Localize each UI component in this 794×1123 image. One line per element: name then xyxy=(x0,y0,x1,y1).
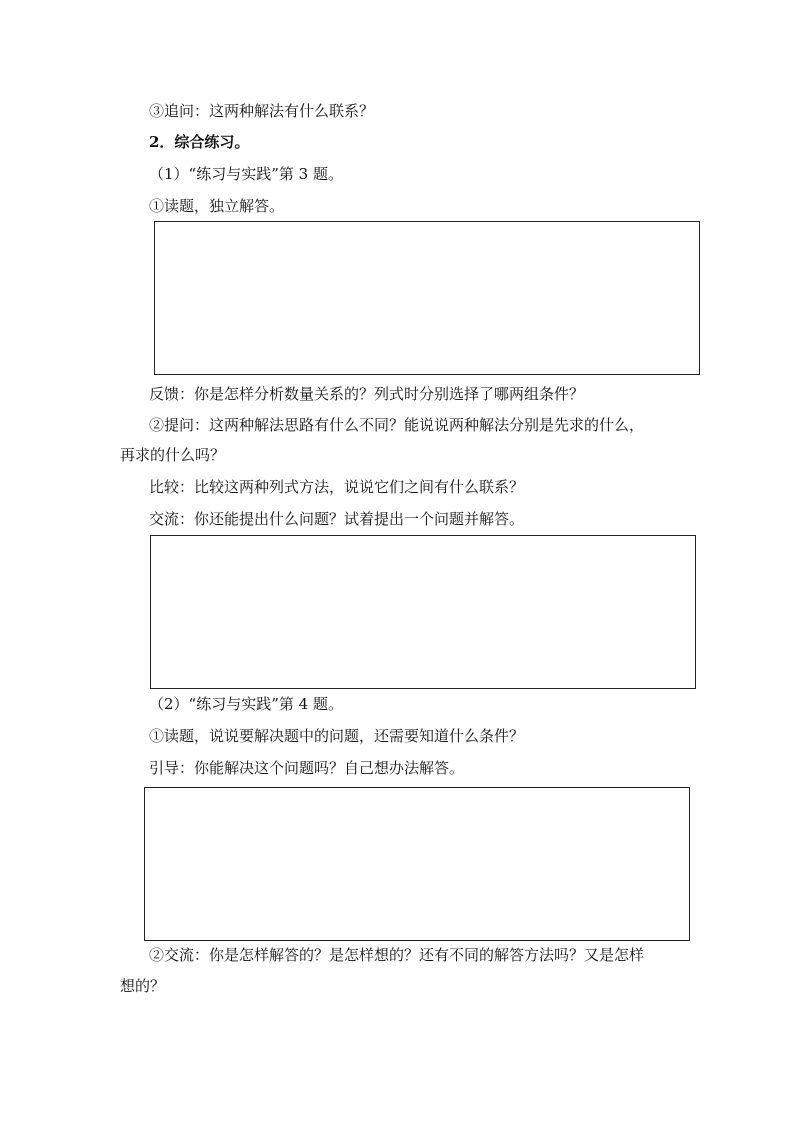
prompt-question-continued: 再求的什么吗？ xyxy=(120,446,226,464)
guidance-question: 引导：你能解决这个问题吗？自己想办法解答。 xyxy=(149,759,465,777)
prompt-question: ②提问：这两种解法思路有什么不同？能说说两种解法分别是先求的什么， xyxy=(149,416,645,434)
answer-box-1[interactable] xyxy=(154,221,700,375)
exchange-question-continued: 想的？ xyxy=(120,977,166,995)
comparison-question: 比较：比较这两种列式方法，说说它们之间有什么联系？ xyxy=(149,478,525,496)
exercise-2-title: （2）“练习与实践”第 4 题。 xyxy=(149,695,343,713)
exchange-question: ②交流：你是怎样解答的？是怎样想的？还有不同的解答方法吗？又是怎样 xyxy=(149,946,645,964)
feedback-question: 反馈：你是怎样分析数量关系的？列式时分别选择了哪两组条件？ xyxy=(149,385,585,403)
answer-box-2[interactable] xyxy=(150,535,696,689)
section-heading-comprehensive-practice: 2．综合练习。 xyxy=(149,133,250,151)
discussion-question: 交流：你还能提出什么问题？试着提出一个问题并解答。 xyxy=(149,510,525,528)
exercise-2-instruction: ①读题，说说要解决题中的问题，还需要知道什么条件？ xyxy=(149,727,525,745)
exercise-1-title: （1）“练习与实践”第 3 题。 xyxy=(149,165,343,183)
exercise-1-instruction: ①读题，独立解答。 xyxy=(149,197,285,215)
answer-box-3[interactable] xyxy=(144,787,690,941)
follow-up-question: ③追问：这两种解法有什么联系？ xyxy=(149,102,375,120)
